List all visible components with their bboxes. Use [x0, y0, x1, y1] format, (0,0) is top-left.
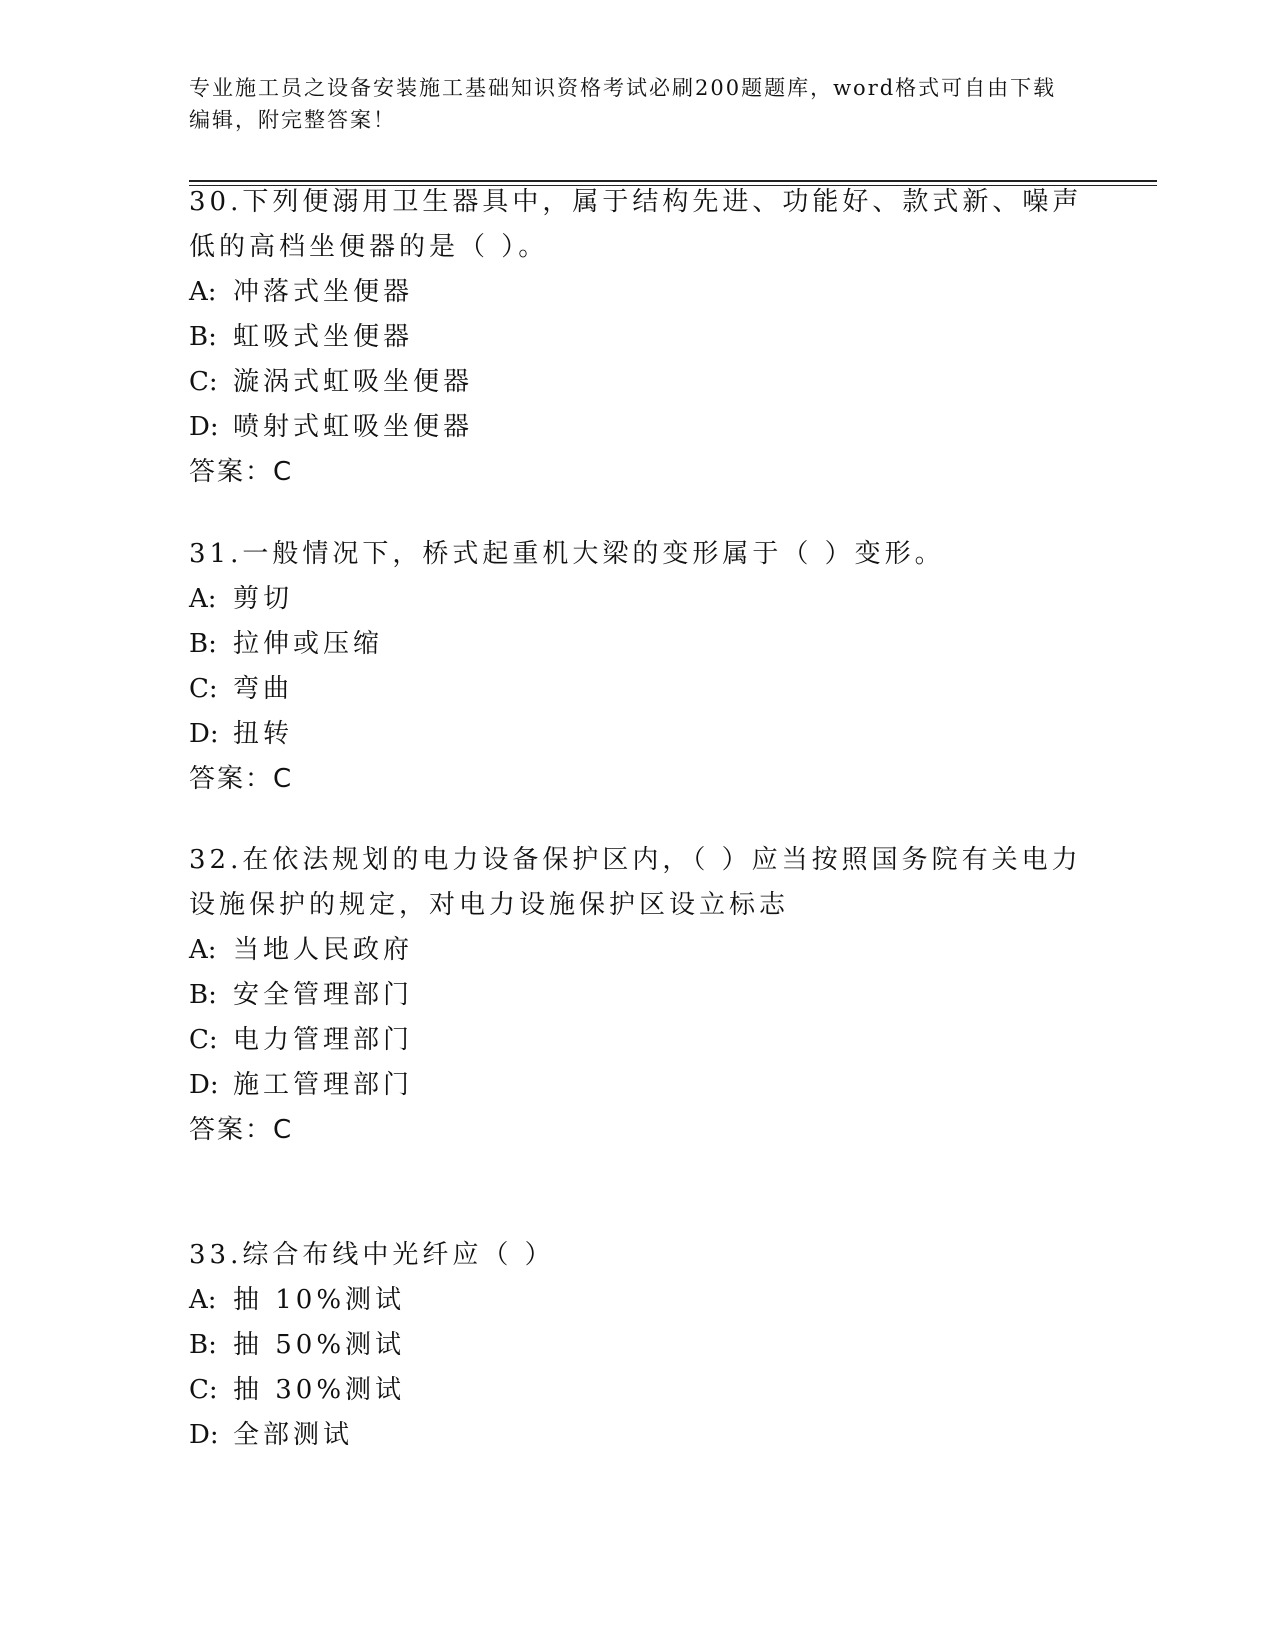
option-label: D:: [189, 1070, 219, 1100]
question-stem: 32.在依法规划的电力设备保护区内，（ ）应当按照国务院有关电力设施保护的规定，对电力设施保护区设立标志: [189, 845, 1082, 920]
question-32: [189, 838, 1089, 1153]
option-label: B:: [189, 629, 217, 659]
option-c: [189, 1018, 1089, 1063]
option-label: D:: [189, 719, 219, 749]
option-text: 抽 50%测试: [233, 1330, 406, 1360]
answer: 答案：C: [189, 457, 294, 487]
option-c: [189, 1368, 1089, 1413]
option-text: 漩涡式虹吸坐便器: [233, 367, 474, 397]
option-text: 扭转: [233, 719, 294, 749]
option-text: 剪切: [233, 584, 294, 614]
option-label: D:: [189, 412, 219, 442]
option-a: [189, 1278, 1089, 1323]
option-b: [189, 315, 1089, 360]
question-stem: 31.一般情况下，桥式起重机大梁的变形属于（ ）变形。: [189, 539, 945, 569]
option-label: C:: [189, 367, 218, 397]
option-a: [189, 577, 1089, 622]
option-d: [189, 712, 1089, 757]
option-text: 抽 10%测试: [233, 1285, 406, 1315]
answer: 答案：C: [189, 764, 294, 794]
option-label: A:: [189, 1285, 217, 1315]
option-b: [189, 1323, 1089, 1368]
question-30: [189, 180, 1089, 495]
option-text: 冲落式坐便器: [233, 277, 414, 307]
option-text: 弯曲: [233, 674, 294, 704]
option-b: [189, 973, 1089, 1018]
option-text: 施工管理部门: [233, 1070, 414, 1100]
option-c: [189, 360, 1089, 405]
option-label: B:: [189, 322, 217, 352]
option-d: [189, 1413, 1089, 1458]
answer: 答案：C: [189, 1115, 294, 1145]
question-33: [189, 1233, 1089, 1458]
option-c: [189, 667, 1089, 712]
option-label: D:: [189, 1420, 219, 1450]
option-text: 拉伸或压缩: [233, 629, 384, 659]
option-text: 虹吸式坐便器: [233, 322, 414, 352]
option-label: B:: [189, 1330, 217, 1360]
option-label: C:: [189, 674, 218, 704]
question-stem: 33.综合布线中光纤应（ ）: [189, 1240, 555, 1270]
option-label: A:: [189, 277, 217, 307]
option-d: [189, 405, 1089, 450]
option-text: 抽 30%测试: [233, 1375, 406, 1405]
option-label: C:: [189, 1025, 218, 1055]
option-label: A:: [189, 584, 217, 614]
option-text: 全部测试: [233, 1420, 354, 1450]
document-header: 专业施工员之设备安装施工基础知识资格考试必刷200题题库，word格式可自由下载编辑，附完整答案！: [189, 76, 1057, 132]
option-text: 安全管理部门: [233, 980, 414, 1010]
option-text: 电力管理部门: [233, 1025, 414, 1055]
option-label: B:: [189, 980, 217, 1010]
option-text: 喷射式虹吸坐便器: [233, 412, 474, 442]
question-31: [189, 532, 1089, 802]
option-text: 当地人民政府: [233, 935, 414, 965]
option-a: [189, 270, 1089, 315]
option-label: A:: [189, 935, 217, 965]
option-d: [189, 1063, 1089, 1108]
option-b: [189, 622, 1089, 667]
option-label: C:: [189, 1375, 218, 1405]
question-stem: 30.下列便溺用卫生器具中，属于结构先进、功能好、款式新、噪声低的高档坐便器的是（ ）。: [189, 187, 1083, 262]
option-a: [189, 928, 1089, 973]
